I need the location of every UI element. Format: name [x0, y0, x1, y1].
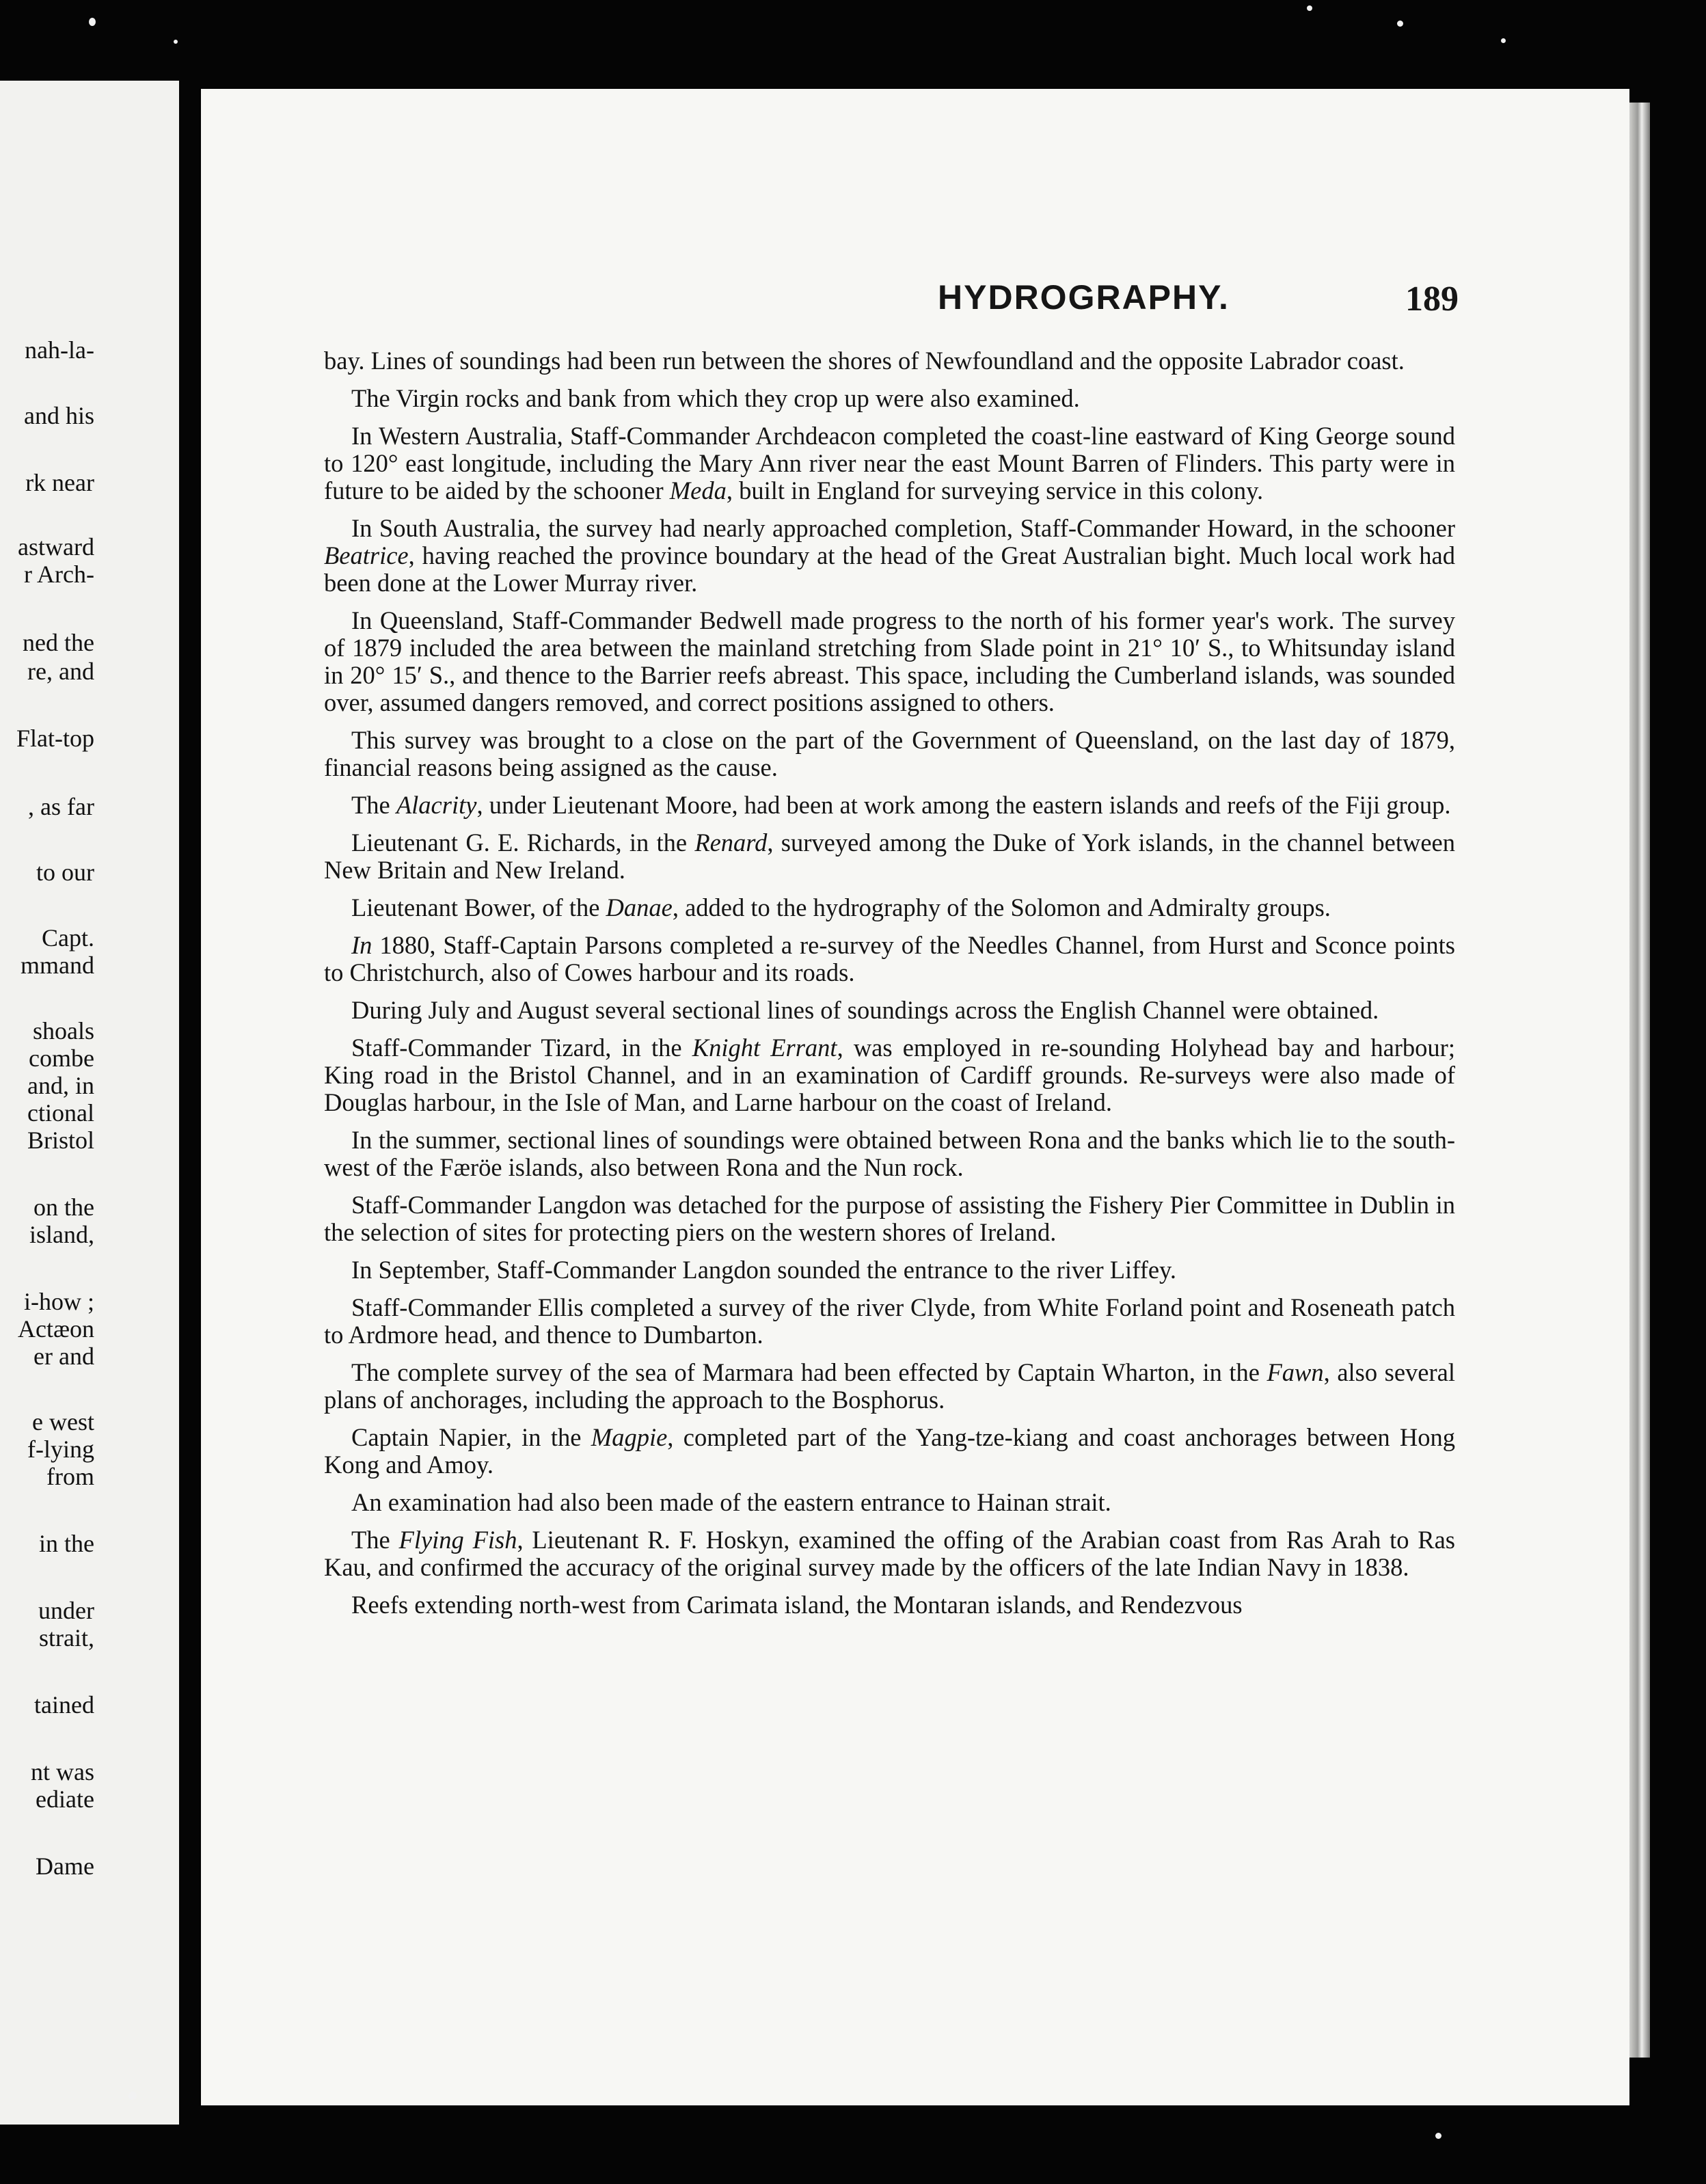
- text-run: Reefs extending north-west from Carimata island, the Montaran islands, and Rendezvous: [351, 1591, 1243, 1619]
- left-page-line: ned the: [23, 629, 94, 656]
- text-run: In South Australia, the survey had nearly approached completion, Staff-Commander Howard, in the schooner: [351, 514, 1455, 542]
- paragraph: [324, 727, 1455, 781]
- text-run: Staff-Commander Ellis completed a survey of the river Clyde, from White Forland point and Roseneath patch to Ardmore head, and thence to Dumbarton.: [324, 1293, 1455, 1349]
- italic-text: Danae: [606, 893, 673, 921]
- paragraph: [324, 515, 1455, 597]
- text-run: The: [351, 1526, 399, 1554]
- paragraph: [324, 997, 1455, 1024]
- paragraph: [324, 932, 1455, 986]
- text-run: This survey was brought to a close on the part of the Government of Queensland, on the last day of 1879, financial reasons being assigned as the cause.: [324, 726, 1455, 781]
- text-run: , completed part of the Yang-tze-kiang and coast anchorages between Hong Kong and Amoy.: [324, 1423, 1456, 1479]
- text-run: , under Lieutenant Moore, had been at work among the eastern islands and reefs of the Fiji group.: [476, 791, 1451, 819]
- left-page-line: in the: [39, 1530, 94, 1557]
- left-page-line: r Arch-: [24, 561, 94, 588]
- text-run: An examination had also been made of the eastern entrance to Hainan strait.: [351, 1488, 1111, 1516]
- text-run: Staff-Commander Tizard, in the: [351, 1034, 692, 1062]
- left-page-line: from: [46, 1463, 94, 1490]
- paragraph: [324, 894, 1455, 921]
- left-page-line: tained: [34, 1691, 94, 1718]
- paragraph: [324, 1526, 1455, 1581]
- left-page-line: ediate: [36, 1785, 94, 1813]
- text-run: Staff-Commander Langdon was detached for the purpose of assisting the Fishery Pier Committee in Dublin in the selection of sites for protecting piers on the western shores of Ireland.: [324, 1191, 1455, 1246]
- italic-text: Beatrice: [324, 541, 409, 569]
- left-page-fragment: [0, 81, 179, 2125]
- paragraph: [324, 1424, 1455, 1479]
- left-page-line: ctional: [27, 1099, 94, 1127]
- paragraph: [324, 1359, 1455, 1414]
- left-page-line: and, in: [27, 1072, 94, 1099]
- left-page-line: nah-la-: [25, 336, 94, 364]
- paragraph: [324, 607, 1455, 716]
- text-run: , having reached the province boundary at the head of the Great Australian bight. Much local work had been done at the Lower Murray river.: [324, 541, 1455, 597]
- left-page-line: Actæon: [18, 1315, 94, 1343]
- body-text: [324, 347, 1455, 1629]
- italic-text: Magpie: [591, 1423, 668, 1451]
- italic-text: Fawn: [1267, 1358, 1324, 1386]
- left-page-line: re, and: [27, 658, 94, 685]
- page-edge: [1629, 103, 1650, 2058]
- left-page-line: island,: [29, 1221, 94, 1248]
- text-run: 1880, Staff-Captain Parsons completed a re-survey of the Needles Channel, from Hurst and Sconce points to Christchurch, also of Cowes harbour and its roads.: [324, 931, 1455, 986]
- text-run: During July and August several sectional lines of soundings across the English Channel were obtained.: [351, 996, 1379, 1024]
- text-run: Captain Napier, in the: [351, 1423, 591, 1451]
- text-run: bay. Lines of soundings had been run between the shores of Newfoundland and the opposite Labrador coast.: [324, 347, 1405, 375]
- left-page-line: on the: [33, 1194, 94, 1221]
- paragraph: [324, 1294, 1455, 1349]
- text-run: Lieutenant Bower, of the: [351, 893, 606, 921]
- text-run: In the summer, sectional lines of soundings were obtained between Rona and the banks which lie to the south-west of the Færöe islands, also between Rona and the Nun rock.: [324, 1126, 1455, 1181]
- italic-text: Alacrity: [396, 791, 477, 819]
- paragraph: [324, 347, 1455, 375]
- text-run: The Virgin rocks and bank from which they crop up were also examined.: [351, 384, 1080, 412]
- italic-text: Knight Errant: [692, 1034, 837, 1062]
- left-page-line: under: [38, 1597, 94, 1624]
- text-run: , Lieutenant R. F. Hoskyn, examined the offing of the Arabian coast from Ras Arah to Ras Kau, and confirmed the accuracy of the original survey made by the officers of the late Indian Navy in 1838.: [324, 1526, 1456, 1581]
- page-number: 189: [1405, 280, 1459, 319]
- text-run: , also several plans of anchorages, including the approach to the Bosphorus.: [324, 1358, 1455, 1414]
- paragraph: [324, 829, 1455, 884]
- left-page-line: and his: [24, 402, 94, 429]
- italic-text: Meda: [669, 476, 727, 504]
- paragraph: [324, 385, 1455, 412]
- book-gutter: [179, 68, 201, 2140]
- left-page-line: strait,: [39, 1624, 94, 1652]
- left-page-line: mmand: [21, 952, 94, 979]
- paragraph: [324, 1191, 1455, 1246]
- text-run: In Queensland, Staff-Commander Bedwell made progress to the north of his former year's work. The survey of 1879 included the area between the mainland stretching from Slade point in 21° 10′ S., to Whitsunday island in 20° 15′ S., and thence to the Barrier reefs abreast. This space, including the Cumberland islands, was sounded over, assumed dangers removed, and correct positions assigned to others.: [324, 606, 1455, 716]
- text-run: In September, Staff-Commander Langdon sounded the entrance to the river Liffey.: [351, 1256, 1177, 1284]
- left-page-line: er and: [33, 1343, 94, 1370]
- text-run: , was employed in re-sounding Holyhead bay and harbour; King road in the Bristol Channel, and in an examination of Cardiff grounds. Re-surveys were also made of Douglas harbour, in the Isle of Man, and Larne harbour on the coast of Ireland.: [324, 1034, 1455, 1116]
- paragraph: [324, 422, 1455, 504]
- left-page-line: Capt.: [42, 924, 94, 952]
- text-run: , surveyed among the Duke of York islands, in the channel between New Britain and New Ireland.: [324, 828, 1456, 884]
- left-page-line: i-how ;: [24, 1288, 94, 1315]
- left-page-line: Flat-top: [16, 725, 94, 752]
- book-page: [201, 89, 1629, 2105]
- italic-text: Flying Fish: [398, 1526, 517, 1554]
- left-page-line: to our: [36, 859, 94, 886]
- running-title: HYDROGRAPHY.: [938, 278, 1230, 316]
- italic-text: Renard: [694, 828, 768, 857]
- text-run: Lieutenant G. E. Richards, in the: [351, 828, 695, 857]
- paragraph: [324, 1127, 1455, 1181]
- text-run: The complete survey of the sea of Marmara had been effected by Captain Wharton, in the: [351, 1358, 1267, 1386]
- left-page-line: f-lying: [27, 1435, 94, 1463]
- left-page-line: astward: [18, 533, 94, 561]
- text-run: The: [351, 791, 396, 819]
- paragraph: [324, 792, 1455, 819]
- paragraph: [324, 1489, 1455, 1516]
- left-page-line: Dame: [36, 1852, 94, 1880]
- left-page-line: Bristol: [27, 1127, 94, 1154]
- text-run: , built in England for surveying service in this colony.: [726, 476, 1264, 504]
- paragraph: [324, 1591, 1455, 1619]
- left-page-line: combe: [29, 1044, 94, 1072]
- page-header: [201, 278, 1629, 339]
- left-page-line: shoals: [33, 1017, 94, 1044]
- left-page-line: , as far: [28, 793, 94, 820]
- left-page-line: e west: [32, 1408, 94, 1435]
- paragraph: [324, 1256, 1455, 1284]
- paragraph: [324, 1034, 1455, 1116]
- text-run: , added to the hydrography of the Solomon and Admiralty groups.: [672, 893, 1331, 921]
- italic-text: In: [351, 931, 373, 959]
- text-run: In Western Australia, Staff-Commander Archdeacon completed the coast-line eastward of King George sound to 120° east longitude, including the Mary Ann river near the east Mount Barren of Flinders. This party were in future to be aided by the schooner: [324, 422, 1455, 504]
- left-page-line: nt was: [31, 1758, 94, 1785]
- left-page-line: rk near: [25, 469, 94, 496]
